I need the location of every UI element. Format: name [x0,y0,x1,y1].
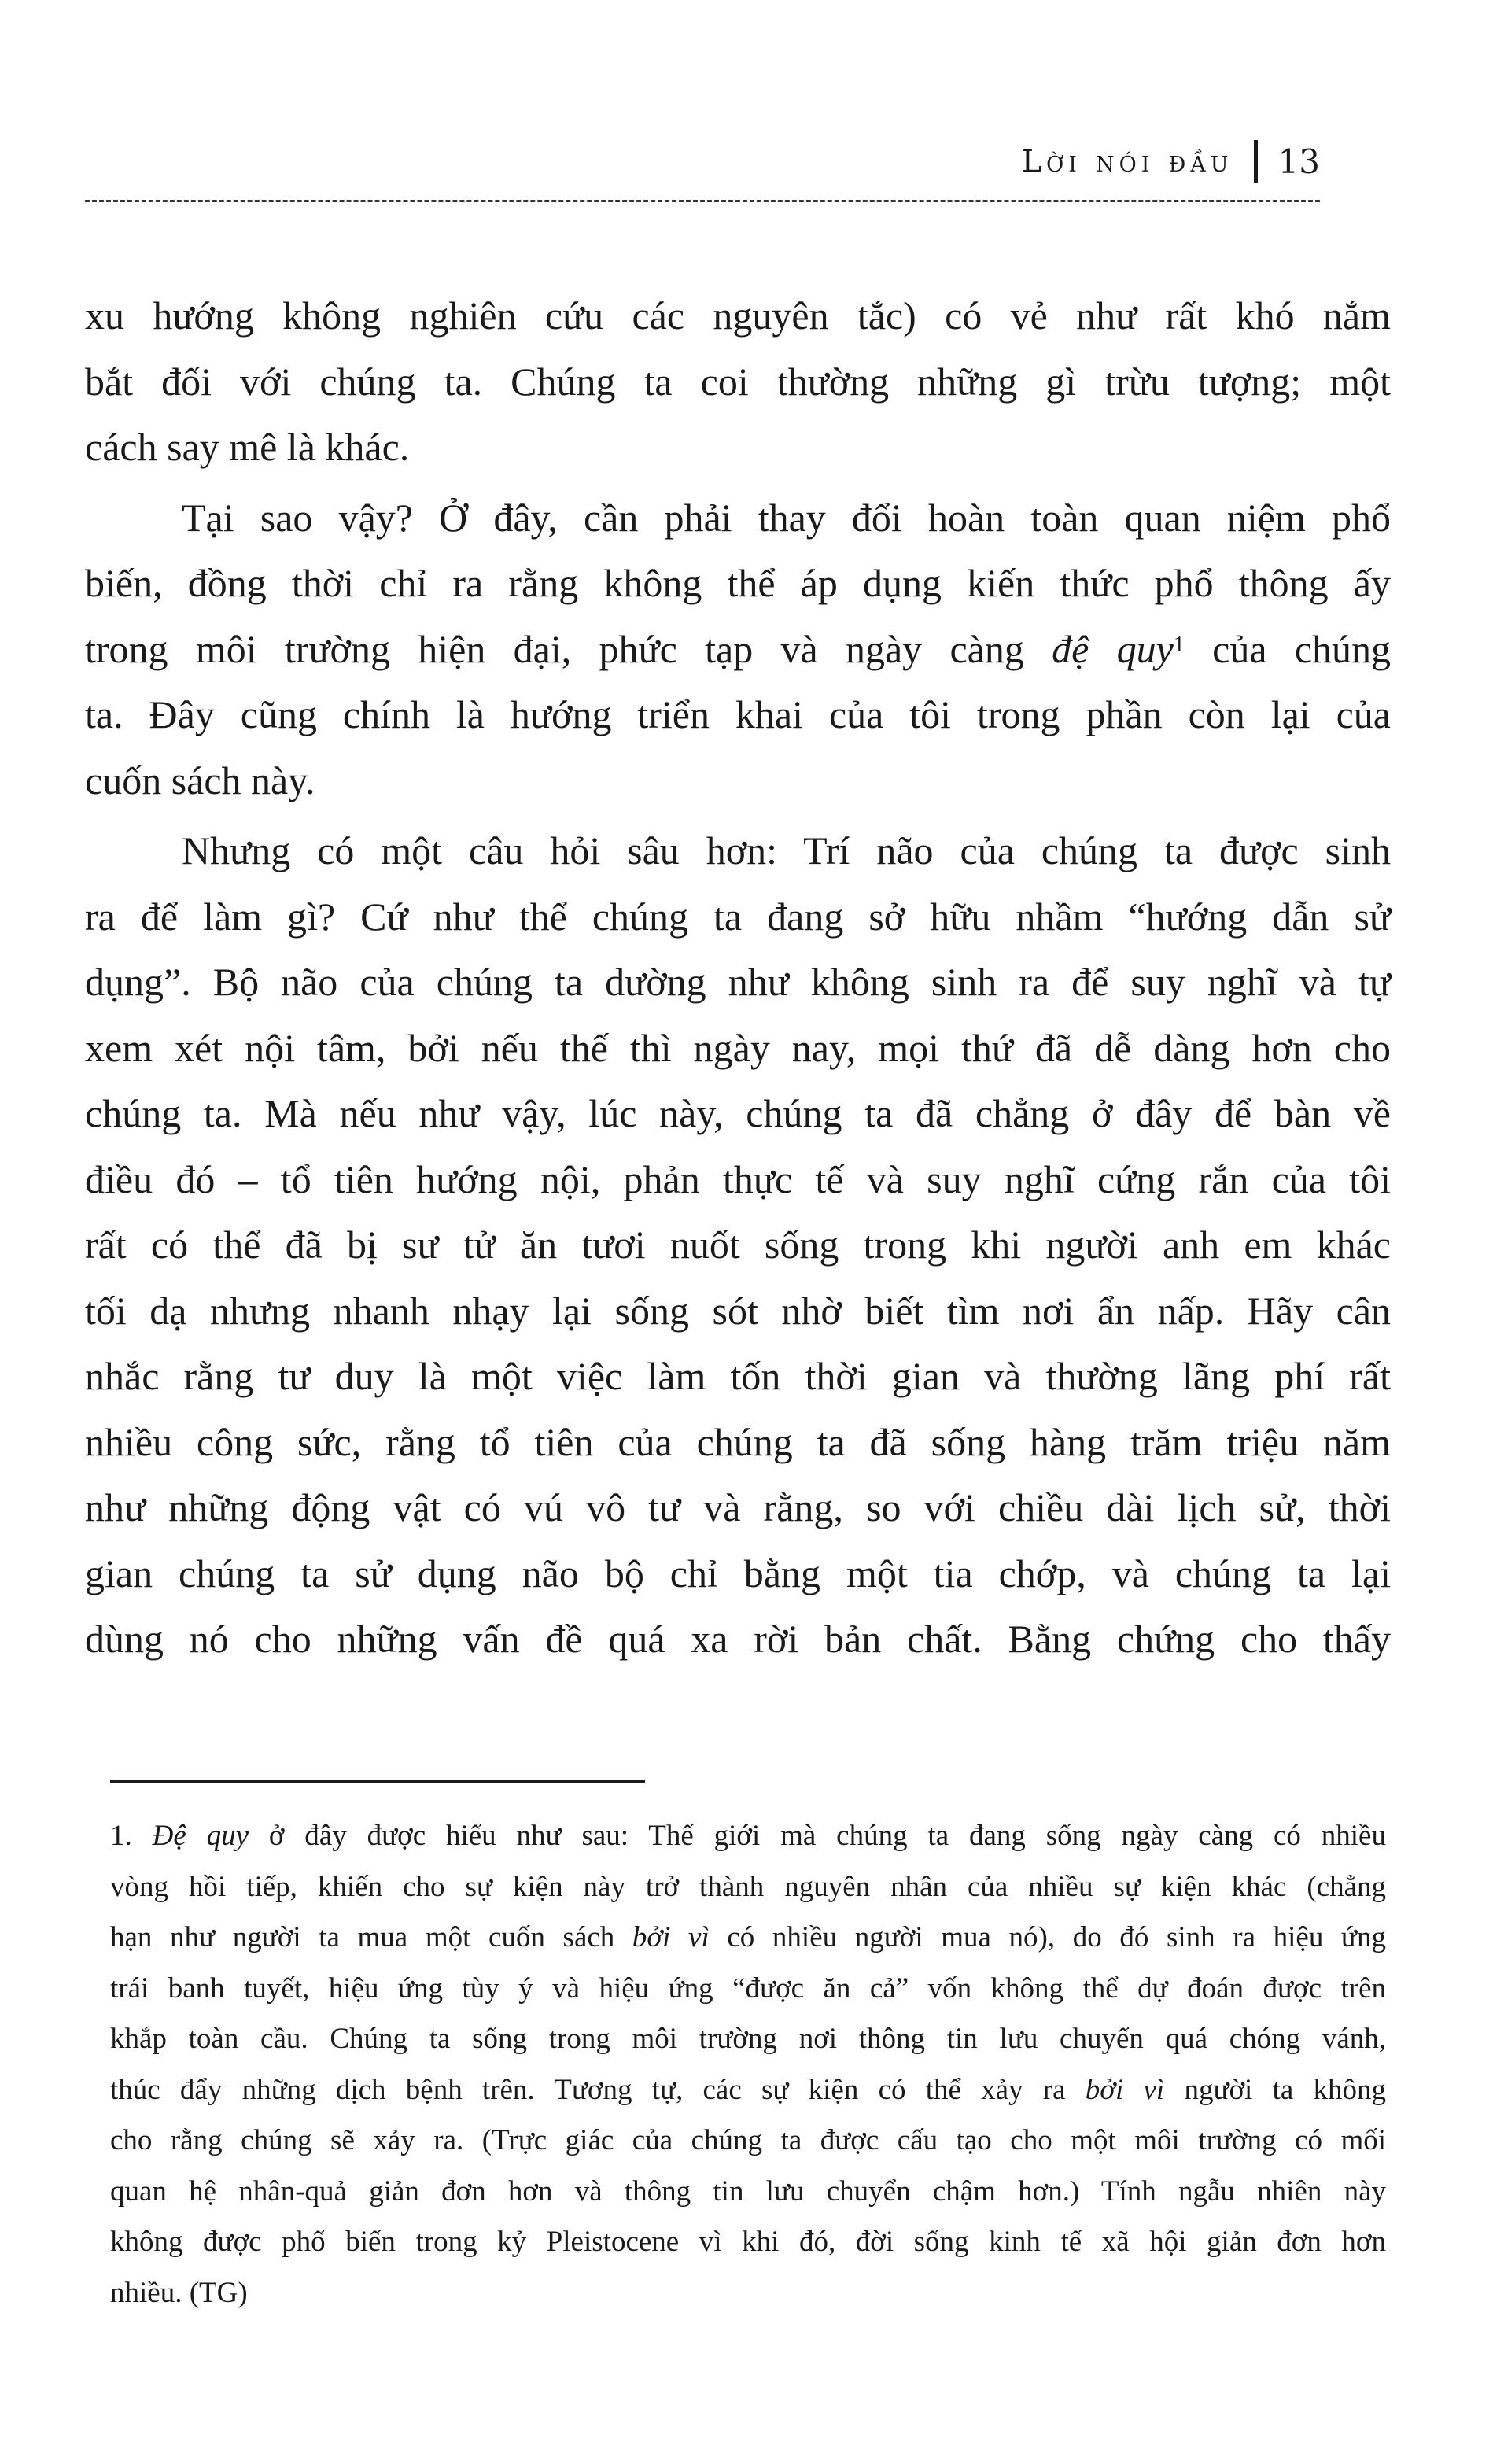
chapter-title: Lời nói đầu [1021,144,1233,179]
page-number: 13 [1277,142,1320,181]
footnote-line [110,1811,1386,1862]
emphasized-term: bởi vì [1085,2073,1165,2106]
footnote-line: trái banh tuyết, hiệu ứng tùy ý và hiệu ứng “được ăn cả” vốn không thể dự đoán được trên [110,1972,1386,2005]
text-run: ở đây được hiểu như sau: Thế giới mà chúng ta đang sống ngày càng có nhiều [249,1820,1386,1852]
footnote-line: không được phổ biến trong kỷ Pleistocene vì khi đó, đời sống kinh tế xã hội giản đơn hơn [110,2226,1386,2258]
paragraph-3-line: chúng ta. Mà nếu như vậy, lúc này, chúng ta đã chẳng ở đây để bàn về [85,1091,1391,1135]
paragraph-3-line: ra để làm gì? Cứ như thể chúng ta đang sở hữu nhầm “hướng dẫn sử [85,894,1391,939]
footnote-reference[interactable]: 1 [1173,632,1185,657]
footnote-line: khắp toàn cầu. Chúng ta sống trong môi trường nơi thông tin lưu chuyển quá chóng vánh, [110,2023,1386,2055]
footnote-line [110,1913,1386,1964]
page-header [85,140,1320,195]
text-run: người ta không [1164,2073,1386,2106]
paragraph-3-line: dùng nó cho những vấn đề quá xa rời bản chất. Bằng chứng cho thấy [85,1617,1391,1661]
paragraph-3-line: như những động vật có vú vô tư và rằng, so với chiều dài lịch sử, thời [85,1485,1391,1529]
paragraph-3-line: điều đó – tổ tiên hướng nội, phản thực tế và suy nghĩ cứng rắn của tôi [85,1156,1391,1201]
paragraph-2-line: cuốn sách này. [85,758,315,802]
text-run: của chúng [1184,626,1392,671]
footnote-line: cho rằng chúng sẽ xảy ra. (Trực giác của chúng ta được cấu tạo cho một môi trường có mối [110,2124,1386,2156]
paragraph-3-line: dụng”. Bộ não của chúng ta dường như không sinh ra để suy nghĩ và tự [85,960,1391,1004]
paragraph-2-line-with-footnote-ref [85,617,1391,683]
footnote-line [110,2065,1386,2116]
text-run: trong môi trường hiện đại, phức tạp và ngày càng [85,626,1052,671]
text-run: thúc đẩy những dịch bệnh trên. Tương tự, các sự kiện có thể xảy ra [110,2073,1086,2106]
emphasized-term: đệ quy [1052,626,1174,671]
paragraph-3-line: rất có thể đã bị sư tử ăn tươi nuốt sống trong khi người anh em khác [85,1223,1391,1267]
footnote-divider [110,1780,645,1783]
paragraph-3-line: gian chúng ta sử dụng não bộ chỉ bằng một tia chớp, và chúng ta lại [85,1551,1391,1595]
header-dashed-rule [85,200,1320,202]
paragraph-3-line: nhắc rằng tư duy là một việc làm tốn thời gian và thường lãng phí rất [85,1354,1391,1398]
paragraph-3-line: xem xét nội tâm, bởi nếu thế thì ngày nay, mọi thứ đã dễ dàng hơn cho [85,1025,1391,1070]
paragraph-3-line: Nhưng có một câu hỏi sâu hơn: Trí não của chúng ta được sinh [182,828,1391,872]
running-head [1022,140,1320,183]
text-run: hạn như người ta mua một cuốn sách [110,1921,632,1953]
paragraph-1-line: bắt đối với chúng ta. Chúng ta coi thường những gì trừu tượng; một [85,359,1391,404]
paragraph-1-line: cách say mê là khác. [85,425,410,469]
paragraph-3-line: tối dạ nhưng nhanh nhạy lại sống sót nhờ biết tìm nơi ẩn nấp. Hãy cân [85,1288,1391,1333]
paragraph-2-line: Tại sao vậy? Ở đây, cần phải thay đổi hoàn toàn quan niệm phổ [182,495,1391,540]
footnote-line: quan hệ nhân-quả giản đơn hơn và thông tin lưu chuyển chậm hơn.) Tính ngẫu nhiên này [110,2174,1386,2208]
text-run: có nhiều người mua nó), do đó sinh ra hiệu ứng [709,1921,1386,1953]
header-separator [1254,140,1258,183]
footnote-line: nhiều. (TG) [110,2276,248,2309]
paragraph-3-line: nhiều công sức, rằng tổ tiên của chúng ta đã sống hàng trăm triệu năm [85,1419,1391,1464]
footnote-line: vòng hồi tiếp, khiến cho sự kiện này trở thành nguyên nhân của nhiều sự kiện khác (chẳng [110,1870,1386,1903]
emphasized-term: bởi vì [632,1921,710,1953]
footnote [110,1811,1386,2318]
emphasized-term: Đệ quy [152,1820,249,1852]
paragraph-1-line: xu hướng không nghiên cứu các nguyên tắc) có vẻ như rất khó nắm [85,293,1391,338]
body-text [85,283,1391,1673]
paragraph-2-line: ta. Đây cũng chính là hướng triển khai của tôi trong phần còn lại của [85,692,1391,736]
footnote-number: 1. [110,1820,153,1852]
paragraph-2-line: biến, đồng thời chỉ ra rằng không thể áp dụng kiến thức phổ thông ấy [85,561,1391,605]
